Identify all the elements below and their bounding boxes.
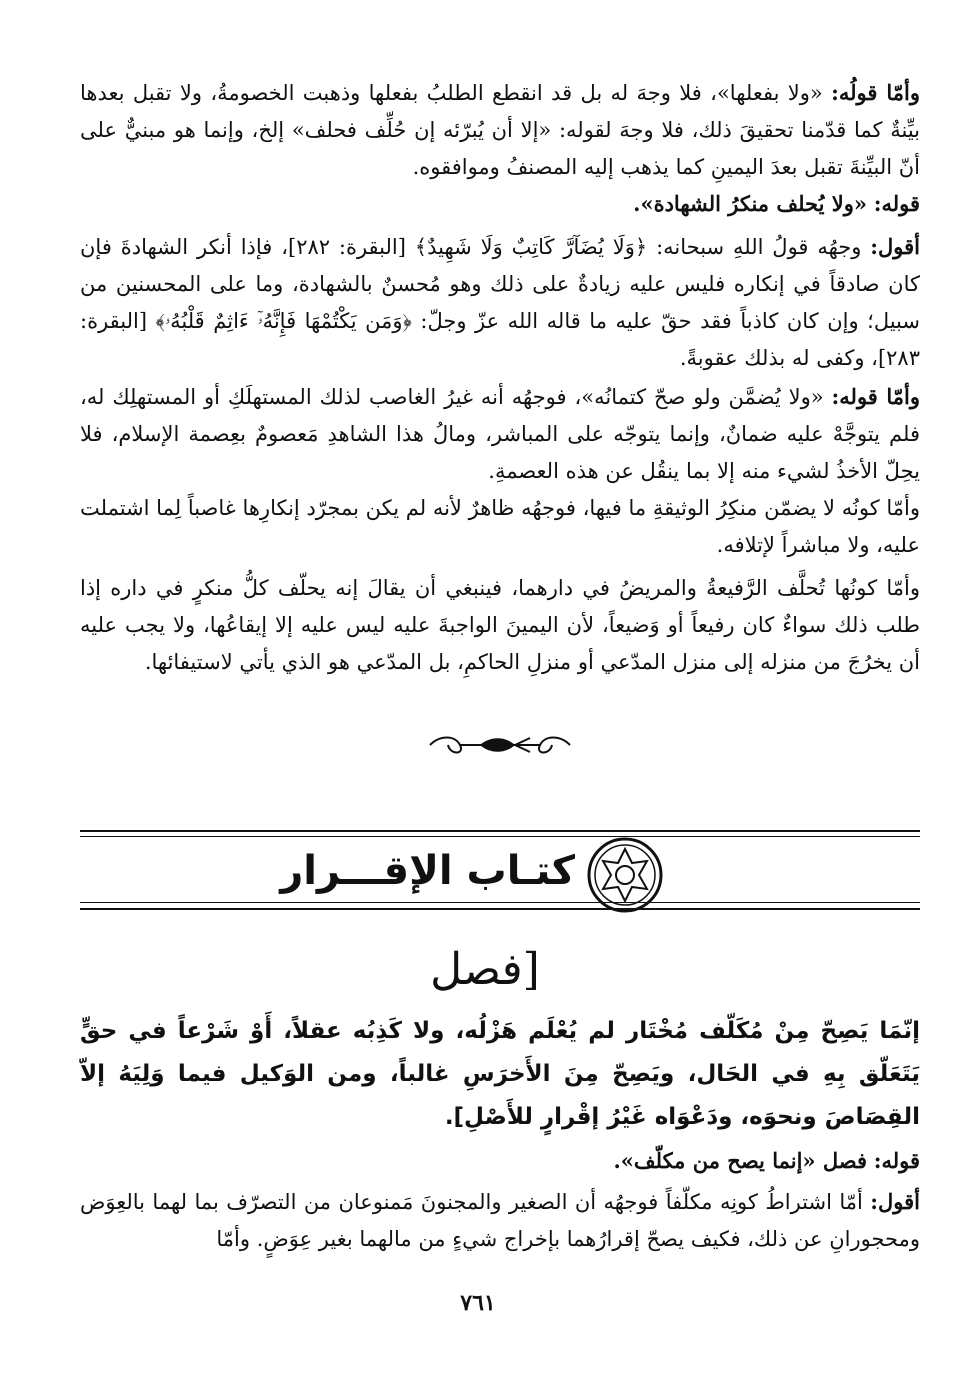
paragraph-wathiqa [80, 490, 920, 564]
ornament-divider-icon [420, 730, 580, 760]
paragraph-lead: وأمّا قوله: [831, 384, 920, 409]
paragraph-kitman [80, 378, 920, 490]
book-title: كتـاب الإقـــرار [280, 848, 575, 894]
paragraph-text: أمّا اشتراطُ كونِه مكلّفاً فوجهُه أن الصغير والمجنونَ مَمنوعان من التصرّف بما لهما بالعِوَض ومحجورانِ عن ذلك، فكيف يصحّ إقرارُهما بإخراج شيءٍ من مالهما بغير عِوَضٍ. وأمّا [80, 1190, 920, 1251]
page-number: ٧٦١ [460, 1290, 496, 1316]
paragraph-text: وجهُه قولُ اللهِ سبحانه: ﴿وَلَا يُضَآرَّ كَاتِبٌ وَلَا شَهِيدٌ﴾ [البقرة: ٢٨٢]، فإذا أنكر الشهادةَ فإن كان صادقاً في إنكاره فليس عليه زيادةٌ على ذلك وهو مُحسنٌ بالشهادة، وما على المحسنين من سبيل؛ وإن كان كاذباً فقد حقّ عليه ما قاله الله عزّ وجلّ: ﴿وَمَن يَكْتُمْهَا فَإِنَّهُۥٓ ءَاثِمٌ قَلْبُهُۥ﴾ [البقرة: ٢٨٣]، وكفى له بذلك عقوبةً. [80, 235, 920, 370]
matn-text: إنّمَا يَصِحّ مِنْ مُكَلّف مُخْتَار لم يُعْلَم هَزْلُه، ولا كَذِبُه عقلاً، أَوْ شَرْعاً في حقٍّ يَتَعَلّق بِهِ في الحَال، ويَصِحّ مِنَ الأَخرَسِ غالباً، ومن الوَكيل فيما وَلِيَهُ إلاّ القِصَاصَ ونحوَه، ودَعْوَاه غَيْرُ إقْرارٍ للأَصْلِ]. [80, 1018, 920, 1130]
paragraph-lead: قوله: [873, 1148, 920, 1173]
paragraph-text: «ولا يُضمَّن ولو صحّ كتمانُه»، فوجهُه أنه غيرُ الغاصب لذلك المستهلَكِ أو المستهلِك له، فلم يتوجَّهْ عليه ضمانٌ، وإنما يتوجّه على المباشر، ومالُ هذا الشاهدِ مَعصومٌ بعِصمة الإسلام، فلا يحِلّ الأخذُ لشيء منه إلا بما ينقُل عن هذه العصمةِ. [80, 385, 920, 483]
star-emblem-icon [585, 835, 665, 915]
paragraph-rafia [80, 570, 920, 681]
paragraph-lead: قوله: [873, 191, 920, 216]
paragraph-lead: أقول: [870, 234, 920, 259]
paragraph-shahada-quote [80, 185, 920, 223]
paragraph-text: فصل «إنما يصح من مكلّف». [613, 1148, 868, 1173]
paragraph-text: «ولا بفعلها»، فلا وجهَ له بل قد انقطع الطلبُ بفعلها وذهبت الخصومةُ، ولا تقبل بعدها بيِّنةٌ كما قدّمنا تحقيقَ ذلك، فلا وجهَ لقوله: «إلا أن يُبرّئه إن حُلِّف فحلف» إلخ، وإنما هو مبنيٌّ على أنّ البيِّنةَ تقبل بعدَ اليمينِ كما يذهب إليه المصنفُ وموافقوه. [80, 81, 920, 179]
title-rule-top [80, 830, 920, 832]
paragraph-fasl-quote [80, 1142, 920, 1180]
title-rule-bottom-inner [80, 902, 920, 903]
title-rule-bottom [80, 908, 920, 910]
paragraph-text: «ولا يُحلف منكرُ الشهادة». [633, 191, 868, 216]
paragraph-aqul-mukallaf [80, 1183, 920, 1258]
section-heading-fasl: [فصل [430, 944, 540, 995]
book-title-banner [80, 835, 920, 907]
paragraph-lead: أقول: [870, 1189, 920, 1214]
paragraph-bifiliha [80, 74, 920, 186]
paragraph-text: وأمّا كونُها تُحلَّف الرَّفيعةُ والمريضُ في دارهما، فينبغي أن يقالَ إنه يحلّف كلُّ منكرٍ في داره إذا طلب ذلك سواءٌ كان رفيعاً أو وَضيعاً، لأن اليمينَ الواجبةَ عليه ليس عليه إلا إيقاعُها، ولا يجب عليه أن يخرُجَ من منزله إلى منزل المدّعي أو منزلِ الحاكمِ، بل المدّعي هو الذي يأتي لاستيفائها. [80, 576, 920, 674]
paragraph-text: وأمّا كونُه لا يضمّن منكِرُ الوثيقةِ ما فيها، فوجهُه ظاهرٌ لأنه لم يكن بمجرّد إنكارِها غاصباً لِما اشتملت عليه، ولا مباشراً لإتلافه. [80, 496, 920, 557]
paragraph-aqul-shahada [80, 228, 920, 377]
paragraph-lead: وأمّا قولُه: [831, 80, 920, 105]
